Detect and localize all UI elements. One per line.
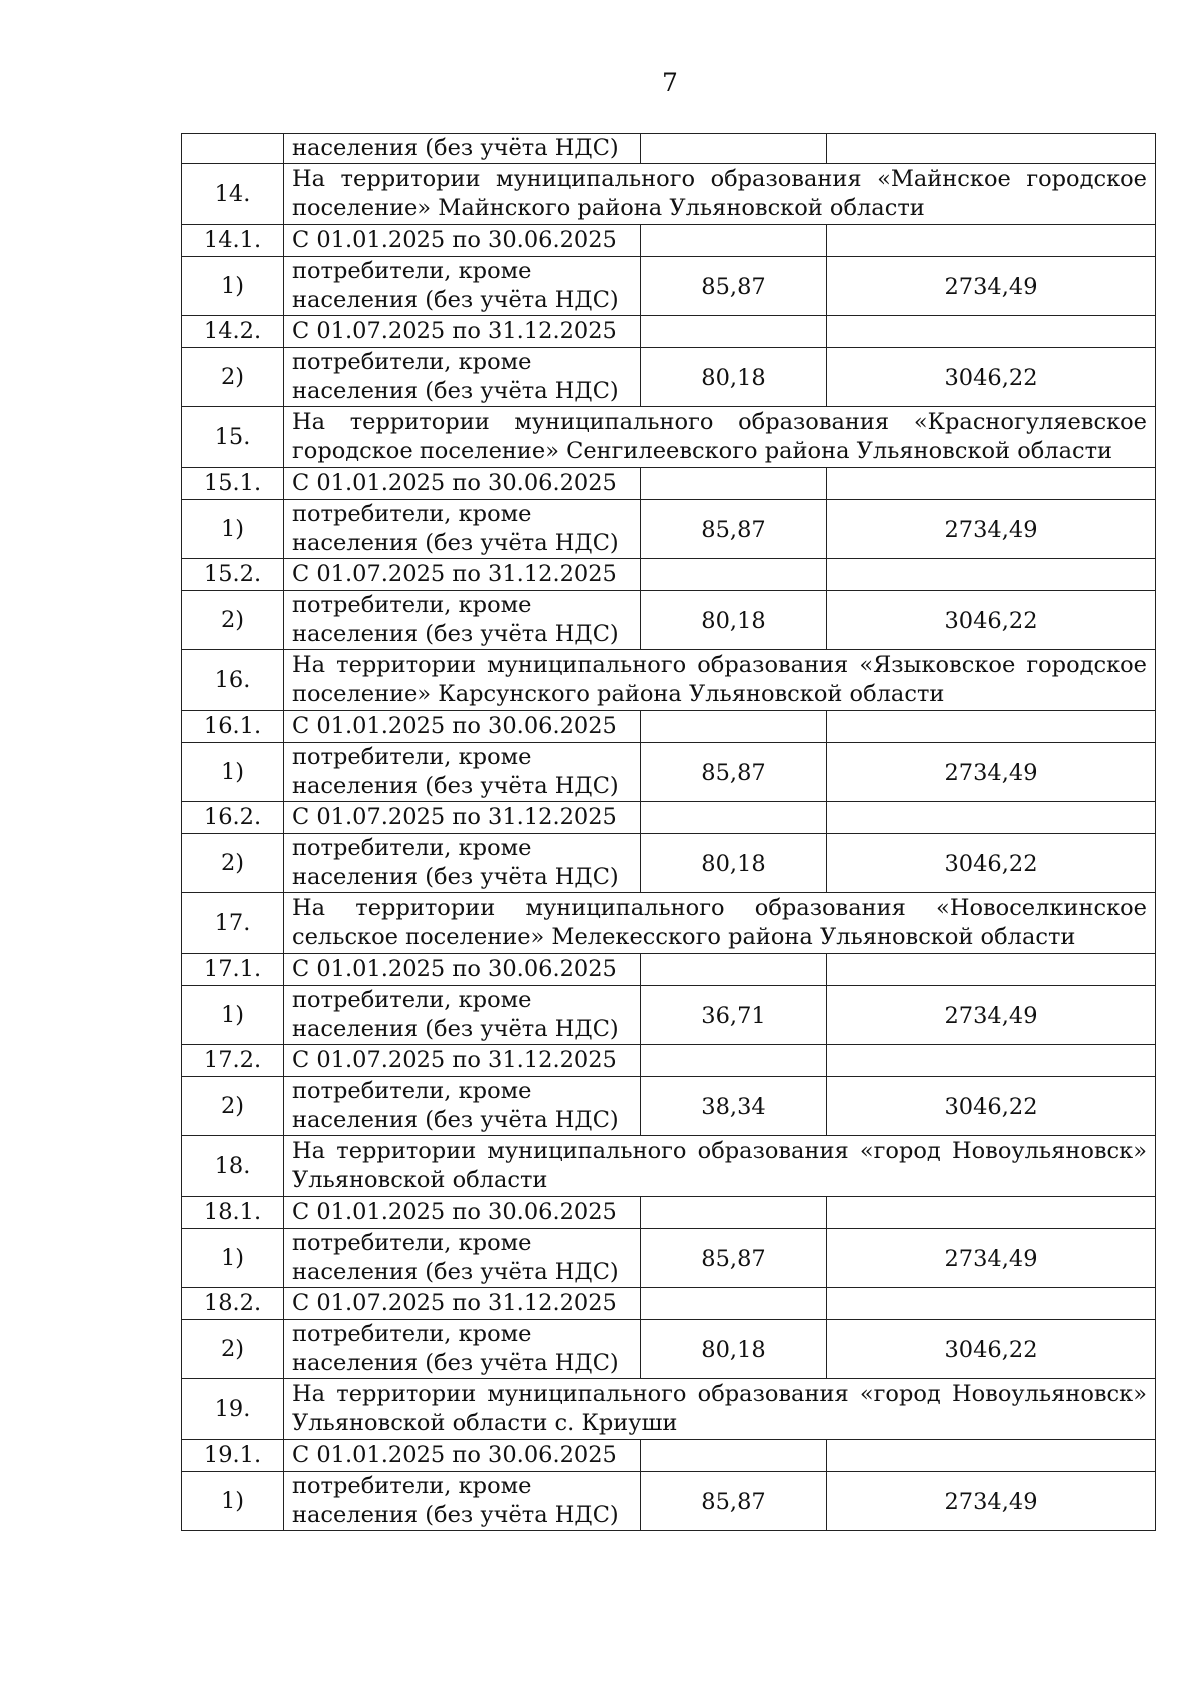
consumer-category-line-1: потребители, кроме xyxy=(292,835,532,861)
tariff-value-1 xyxy=(641,316,827,348)
tariff-value-1 xyxy=(641,1288,827,1320)
tariff-value-2 xyxy=(827,986,1156,1045)
consumer-category-line-1: потребители, кроме xyxy=(292,1230,532,1256)
tariff-value-2 xyxy=(827,316,1156,348)
row-number: 14.1. xyxy=(182,225,284,257)
table-row-period xyxy=(182,559,1156,591)
tariff-value-2-text: 2734,49 xyxy=(944,273,1038,300)
row-number: 16. xyxy=(182,650,284,711)
tariff-value-2-text: 2734,49 xyxy=(944,759,1038,786)
row-number: 1) xyxy=(182,1472,284,1531)
tariff-value-1 xyxy=(641,225,827,257)
table-row-period xyxy=(182,1288,1156,1320)
tariff-value-1-text: 85,87 xyxy=(701,1488,766,1515)
consumer-category-line-1: потребители, кроме xyxy=(292,1078,532,1104)
tariff-value-1 xyxy=(641,1229,827,1288)
tariff-value-2-text: 3046,22 xyxy=(944,850,1038,877)
row-number: 2) xyxy=(182,1320,284,1379)
tariff-value-2 xyxy=(827,591,1156,650)
tariff-value-2 xyxy=(827,954,1156,986)
consumer-category-line-1: потребители, кроме xyxy=(292,592,532,618)
period-range: С 01.07.2025 по 31.12.2025 xyxy=(284,316,641,348)
tariff-value-2-text: 2734,49 xyxy=(944,1002,1038,1029)
table-row-period xyxy=(182,1440,1156,1472)
tariff-value-1-text: 80,18 xyxy=(701,850,766,877)
tariff-value-1 xyxy=(641,257,827,316)
consumer-category xyxy=(284,1472,641,1531)
consumer-category-line-2: населения (без учёта НДС) xyxy=(292,1107,619,1133)
tariff-value-2 xyxy=(827,1472,1156,1531)
tariff-value-2 xyxy=(827,1320,1156,1379)
tariff-value-1 xyxy=(641,954,827,986)
table-row-period xyxy=(182,802,1156,834)
table-row-item xyxy=(182,1229,1156,1288)
tariff-value-1 xyxy=(641,500,827,559)
tariff-value-2 xyxy=(827,257,1156,316)
table-row-item xyxy=(182,743,1156,802)
tariff-value-2 xyxy=(827,1077,1156,1136)
tariff-value-2-text: 2734,49 xyxy=(944,516,1038,543)
consumer-category xyxy=(284,257,641,316)
table-row-item xyxy=(182,1472,1156,1531)
tariff-value-1 xyxy=(641,468,827,500)
tariff-value-1 xyxy=(641,986,827,1045)
period-range: С 01.01.2025 по 30.06.2025 xyxy=(284,1440,641,1472)
consumer-category xyxy=(284,743,641,802)
row-number: 17.2. xyxy=(182,1045,284,1077)
table-row-period xyxy=(182,1045,1156,1077)
tariff-value-1-text: 85,87 xyxy=(701,516,766,543)
row-number: 2) xyxy=(182,348,284,407)
consumer-category-line-2: населения (без учёта НДС) xyxy=(292,1259,619,1285)
section-heading: На территории муниципального образования «Новоселкинское сельское поселение» Мелекесского района Ульяновской области xyxy=(284,893,1156,954)
table-row-item xyxy=(182,500,1156,559)
row-number: 16.2. xyxy=(182,802,284,834)
period-range: С 01.01.2025 по 30.06.2025 xyxy=(284,954,641,986)
consumer-category-line-1: потребители, кроме xyxy=(292,501,532,527)
consumer-category xyxy=(284,986,641,1045)
table-row-period xyxy=(182,468,1156,500)
row-number: 18.2. xyxy=(182,1288,284,1320)
period-range: С 01.07.2025 по 31.12.2025 xyxy=(284,802,641,834)
row-number: 15.1. xyxy=(182,468,284,500)
tariff-value-2-text: 3046,22 xyxy=(944,364,1038,391)
table-row-item xyxy=(182,348,1156,407)
consumer-category xyxy=(284,500,641,559)
table-row-heading xyxy=(182,650,1156,711)
period-range: С 01.01.2025 по 30.06.2025 xyxy=(284,225,641,257)
tariff-value-1 xyxy=(641,1320,827,1379)
tariff-value-2-text: 2734,49 xyxy=(944,1488,1038,1515)
consumer-category xyxy=(284,1320,641,1379)
tariff-value-1 xyxy=(641,1472,827,1531)
row-number: 17. xyxy=(182,893,284,954)
tariff-value-2 xyxy=(827,1197,1156,1229)
tariff-value-2 xyxy=(827,1440,1156,1472)
consumer-category-line-1: потребители, кроме xyxy=(292,987,532,1013)
row-number: 2) xyxy=(182,1077,284,1136)
page-number: 7 xyxy=(662,68,678,97)
tariff-value-2-text: 3046,22 xyxy=(944,1336,1038,1363)
table-row-period xyxy=(182,225,1156,257)
tariff-value-2 xyxy=(827,1045,1156,1077)
consumer-category-line-2: населения (без учёта НДС) xyxy=(292,621,619,647)
period-range: С 01.01.2025 по 30.06.2025 xyxy=(284,1197,641,1229)
consumer-category xyxy=(284,1077,641,1136)
tariff-value-1 xyxy=(641,1440,827,1472)
tariff-value-2 xyxy=(827,225,1156,257)
table-row-item xyxy=(182,834,1156,893)
tariff-value-2 xyxy=(827,559,1156,591)
tariff-value-2 xyxy=(827,468,1156,500)
table-row-item xyxy=(182,1320,1156,1379)
tariff-value-2 xyxy=(827,743,1156,802)
tariff-value-2 xyxy=(827,834,1156,893)
table-row-period xyxy=(182,1197,1156,1229)
tariff-value-2-text: 3046,22 xyxy=(944,1093,1038,1120)
consumer-category-line-1: потребители, кроме xyxy=(292,258,532,284)
period-range: С 01.01.2025 по 30.06.2025 xyxy=(284,711,641,743)
consumer-category-line-1: потребители, кроме xyxy=(292,1473,532,1499)
row-number: 15.2. xyxy=(182,559,284,591)
tariff-value-1-text: 36,71 xyxy=(701,1002,766,1029)
continued-text: населения (без учёта НДС) xyxy=(284,134,641,164)
table-row-continuation xyxy=(182,134,1156,164)
table-row-heading xyxy=(182,1379,1156,1440)
tariff-value-1-text: 80,18 xyxy=(701,364,766,391)
table-row-period xyxy=(182,711,1156,743)
table-row-item xyxy=(182,1077,1156,1136)
row-number: 1) xyxy=(182,1229,284,1288)
table-row-heading xyxy=(182,164,1156,225)
row-number: 1) xyxy=(182,743,284,802)
table-row-heading xyxy=(182,1136,1156,1197)
row-number: 19.1. xyxy=(182,1440,284,1472)
row-number: 1) xyxy=(182,257,284,316)
row-number: 18.1. xyxy=(182,1197,284,1229)
consumer-category-line-2: населения (без учёта НДС) xyxy=(292,1016,619,1042)
tariff-value-2 xyxy=(827,1288,1156,1320)
section-heading: На территории муниципального образования «Майнское городское поселение» Майнского района Ульяновской области xyxy=(284,164,1156,225)
consumer-category-line-1: потребители, кроме xyxy=(292,1321,532,1347)
consumer-category xyxy=(284,1229,641,1288)
tariff-table xyxy=(181,133,1156,1531)
row-number: 18. xyxy=(182,1136,284,1197)
consumer-category-line-1: потребители, кроме xyxy=(292,349,532,375)
table-row-heading xyxy=(182,893,1156,954)
table-row-period xyxy=(182,316,1156,348)
consumer-category xyxy=(284,348,641,407)
consumer-category-line-2: населения (без учёта НДС) xyxy=(292,1350,619,1376)
row-number xyxy=(182,134,284,164)
tariff-value-2-text: 2734,49 xyxy=(944,1245,1038,1272)
tariff-value-1-text: 38,34 xyxy=(701,1093,766,1120)
section-heading: На территории муниципального образования «Красногуляевское городское поселение» Сенгилеевского района Ульяновской области xyxy=(284,407,1156,468)
tariff-value-1 xyxy=(641,348,827,407)
row-number: 19. xyxy=(182,1379,284,1440)
consumer-category-line-1: потребители, кроме xyxy=(292,744,532,770)
tariff-value-1 xyxy=(641,711,827,743)
table-row-period xyxy=(182,954,1156,986)
tariff-value-1 xyxy=(641,834,827,893)
tariff-value-1 xyxy=(641,743,827,802)
tariff-value-1-text: 85,87 xyxy=(701,273,766,300)
tariff-value-1 xyxy=(641,1045,827,1077)
period-range: С 01.07.2025 по 31.12.2025 xyxy=(284,1045,641,1077)
section-heading: На территории муниципального образования «Языковское городское поселение» Карсунского района Ульяновской области xyxy=(284,650,1156,711)
consumer-category xyxy=(284,834,641,893)
tariff-value-2 xyxy=(827,711,1156,743)
tariff-value-1 xyxy=(641,591,827,650)
tariff-value-1 xyxy=(641,1077,827,1136)
tariff-value-1 xyxy=(641,559,827,591)
consumer-category-line-2: населения (без учёта НДС) xyxy=(292,864,619,890)
tariff-value-2 xyxy=(827,134,1156,164)
tariff-value-1 xyxy=(641,802,827,834)
table-row-item xyxy=(182,257,1156,316)
tariff-value-1-text: 80,18 xyxy=(701,1336,766,1363)
consumer-category xyxy=(284,591,641,650)
row-number: 15. xyxy=(182,407,284,468)
tariff-value-1-text: 80,18 xyxy=(701,607,766,634)
table-row-item xyxy=(182,986,1156,1045)
row-number: 2) xyxy=(182,591,284,650)
tariff-value-2 xyxy=(827,500,1156,559)
tariff-value-1-text: 85,87 xyxy=(701,1245,766,1272)
row-number: 1) xyxy=(182,986,284,1045)
tariff-value-2 xyxy=(827,802,1156,834)
tariff-value-2-text: 3046,22 xyxy=(944,607,1038,634)
tariff-table-body xyxy=(182,134,1156,1531)
period-range: С 01.07.2025 по 31.12.2025 xyxy=(284,1288,641,1320)
tariff-value-1-text: 85,87 xyxy=(701,759,766,786)
section-heading: На территории муниципального образования «город Новоульяновск» Ульяновской области xyxy=(284,1136,1156,1197)
consumer-category-line-2: населения (без учёта НДС) xyxy=(292,530,619,556)
row-number: 1) xyxy=(182,500,284,559)
tariff-value-1 xyxy=(641,1197,827,1229)
table-row-item xyxy=(182,591,1156,650)
consumer-category-line-2: населения (без учёта НДС) xyxy=(292,378,619,404)
consumer-category-line-2: населения (без учёта НДС) xyxy=(292,1502,619,1528)
tariff-value-2 xyxy=(827,348,1156,407)
row-number: 16.1. xyxy=(182,711,284,743)
consumer-category-line-2: населения (без учёта НДС) xyxy=(292,773,619,799)
row-number: 17.1. xyxy=(182,954,284,986)
row-number: 14. xyxy=(182,164,284,225)
row-number: 2) xyxy=(182,834,284,893)
row-number: 14.2. xyxy=(182,316,284,348)
section-heading: На территории муниципального образования «город Новоульяновск» Ульяновской области с. Криуши xyxy=(284,1379,1156,1440)
consumer-category-line-2: населения (без учёта НДС) xyxy=(292,287,619,313)
period-range: С 01.07.2025 по 31.12.2025 xyxy=(284,559,641,591)
period-range: С 01.01.2025 по 30.06.2025 xyxy=(284,468,641,500)
table-row-heading xyxy=(182,407,1156,468)
tariff-value-1 xyxy=(641,134,827,164)
tariff-value-2 xyxy=(827,1229,1156,1288)
